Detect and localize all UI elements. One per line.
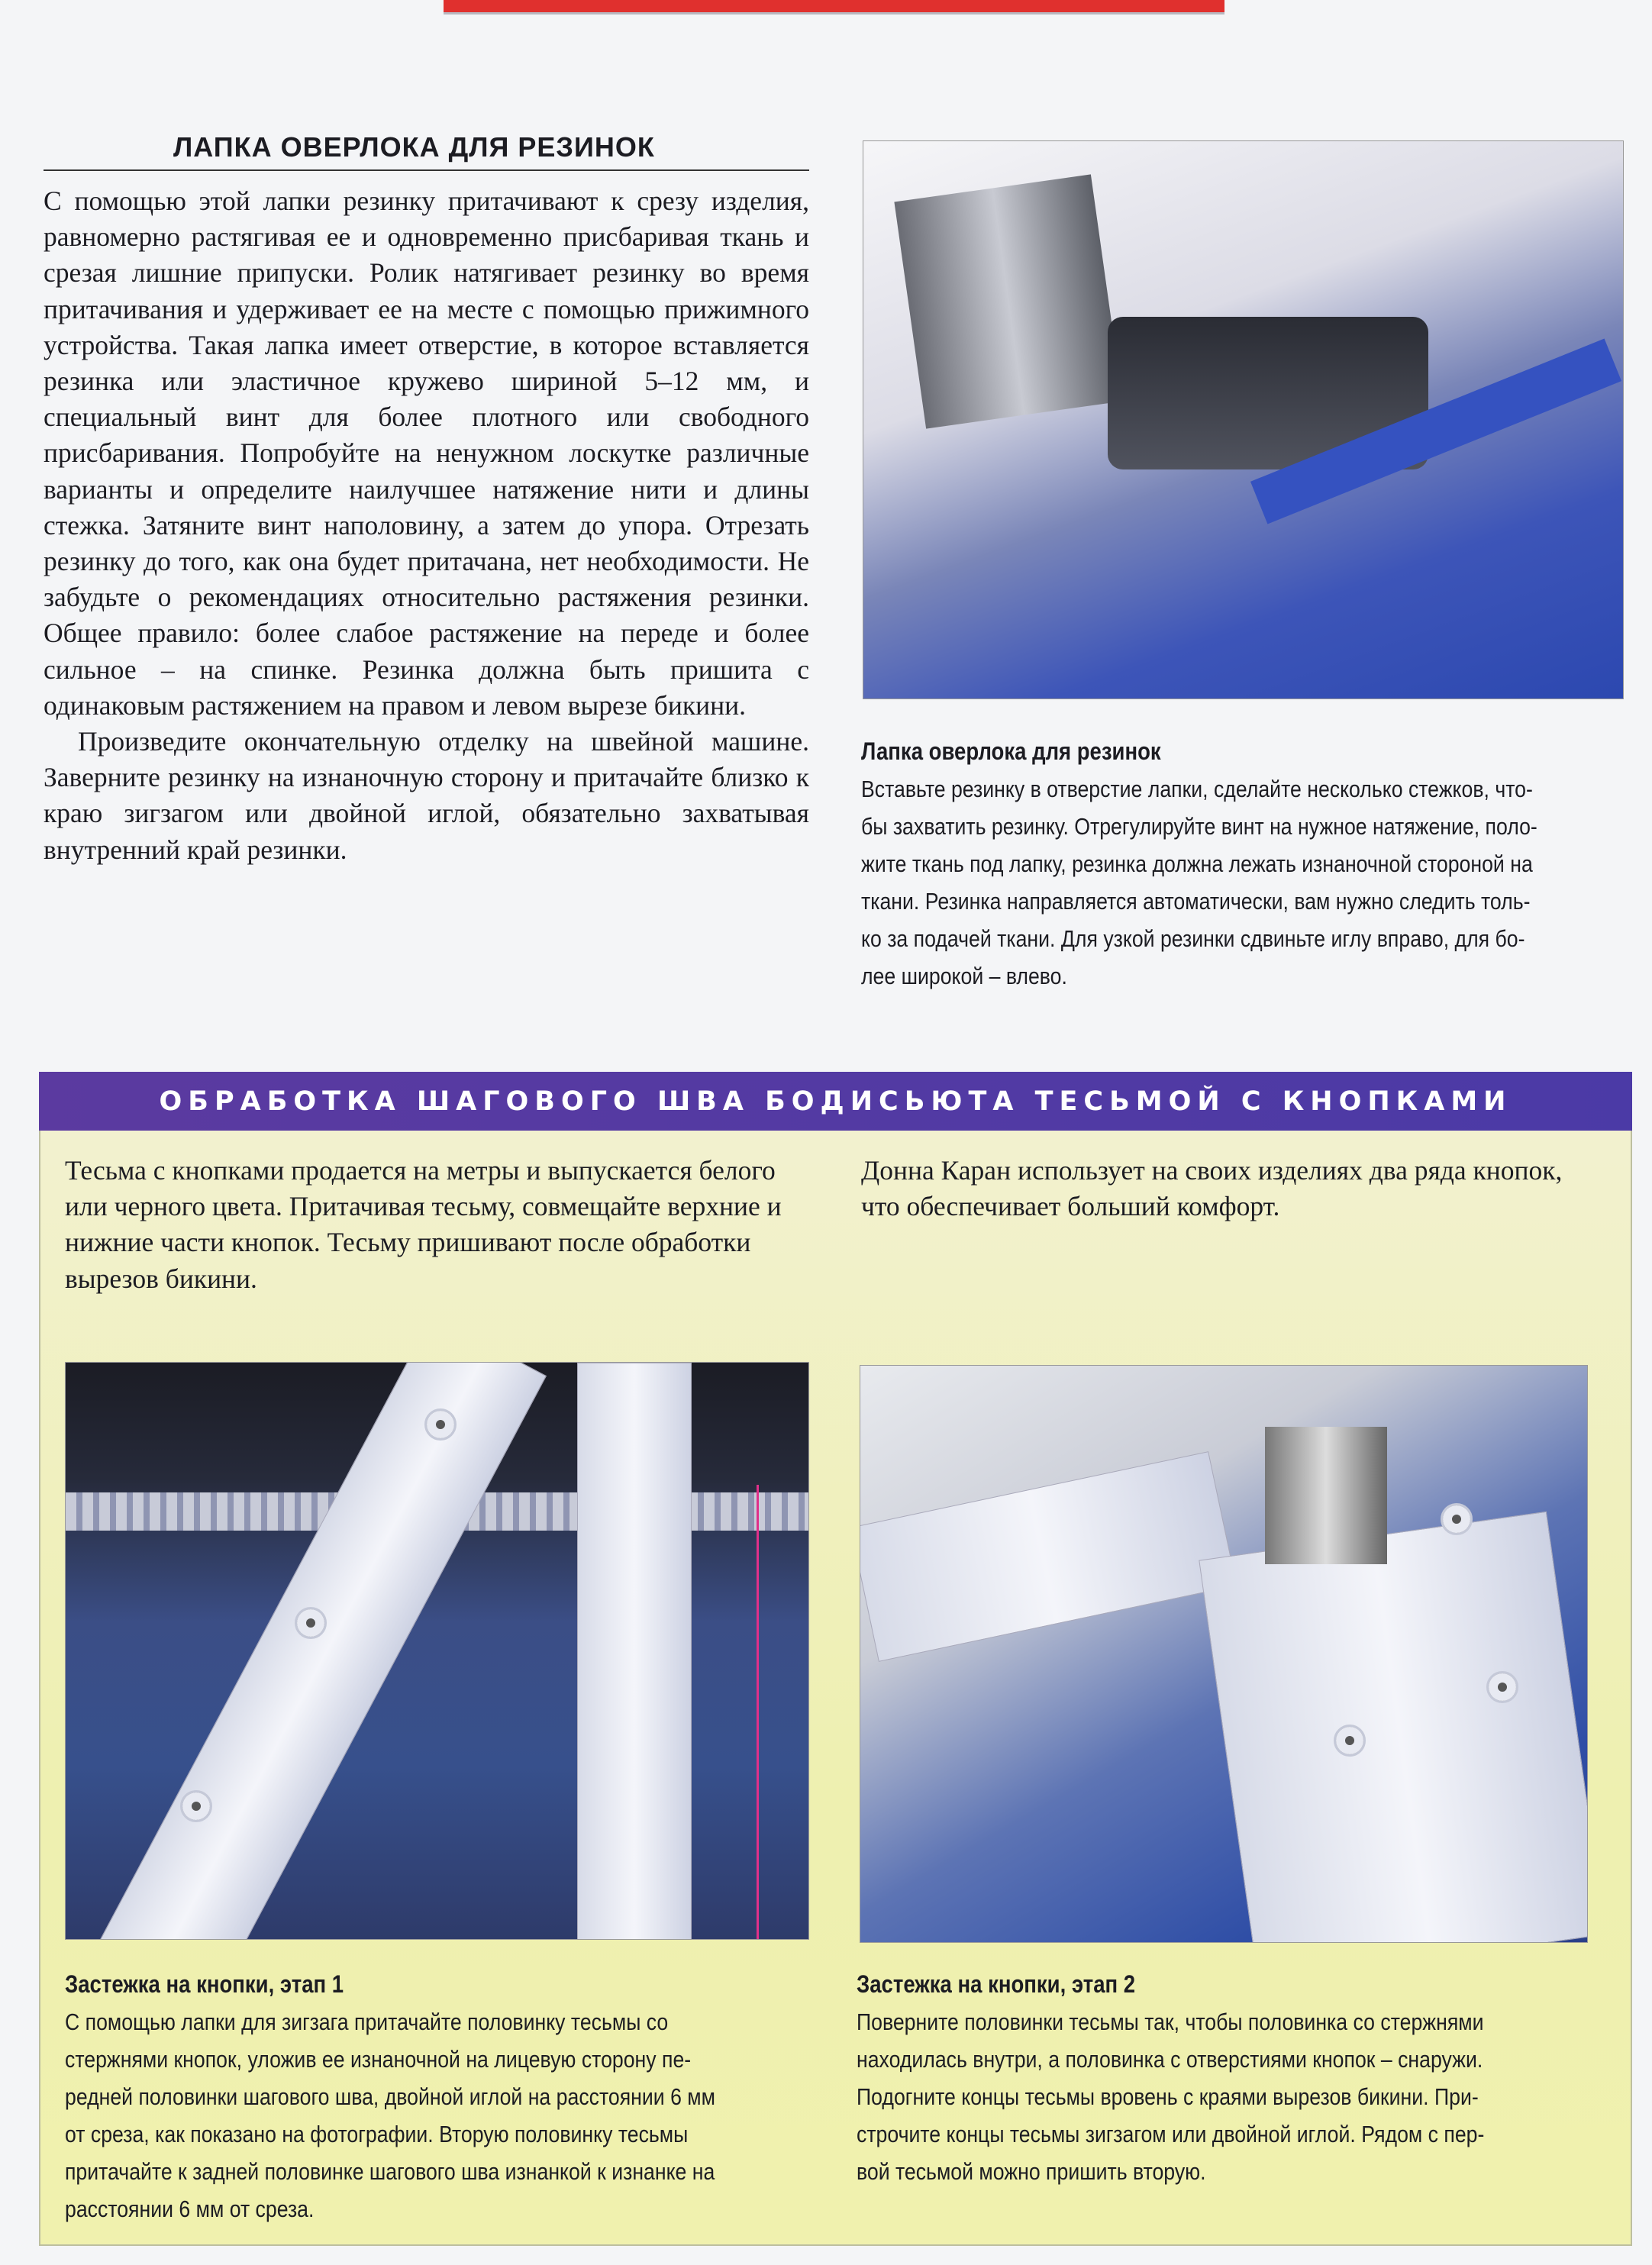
- caption-line: редней половинки шагового шва, двойной иглой на расстоянии 6 мм: [65, 2083, 715, 2110]
- pink-stitch: [757, 1485, 759, 1940]
- banner-title: ОБРАБОТКА ШАГОВОГО ШВА БОДИСЬЮТА ТЕСЬМОЙ С КНОПКАМИ: [159, 1086, 1512, 1117]
- intro-left: Тесьма с кнопками продается на метры и выпускается белого или черного цвета. Притачивая тесьму, совмещайте верхние и нижние части кнопок. Тесьму пришивают после обработки вырезов бикини.: [65, 1155, 782, 1294]
- caption-title: Застежка на кнопки, этап 1: [65, 1970, 344, 1998]
- caption-line: жите ткань под лапку, резинка должна лежать изнаночной стороной на: [861, 850, 1533, 877]
- paragraph: Произведите окончательную отделку на швейной машине. Заверните резинку на изнаночную сторону и притачайте близко к краю зигзагом или двойной иглой, обязательно захватывая внутренний край резинки.: [44, 726, 809, 865]
- snap-icon: [295, 1607, 327, 1639]
- caption-line: С помощью лапки для зигзага притачайте половинку тесьмы со: [65, 2008, 669, 2035]
- step-2-caption: [857, 1966, 1484, 2190]
- snap-tape-shape: [1199, 1512, 1588, 1943]
- caption-line: ткани. Резинка направляется автоматически, вам нужно следить толь-: [861, 888, 1531, 915]
- snap-tape-shape: [81, 1362, 547, 1940]
- caption-line: строчите концы тесьмы зигзагом или двойной иглой. Рядом с пер-: [857, 2121, 1485, 2147]
- caption-line: стержнями кнопок, уложив ее изнаночной на лицевую сторону пе-: [65, 2046, 692, 2073]
- top-red-bar: [444, 0, 1224, 15]
- caption-line: находилась внутри, а половинка с отверстиями кнопок – снаружи.: [857, 2046, 1483, 2073]
- step-1-caption: [65, 1966, 715, 2228]
- heading-rule: [44, 169, 809, 171]
- snap-icon: [424, 1408, 457, 1441]
- photo-overlock-foot: [863, 140, 1624, 699]
- caption-line: от среза, как показано на фотографии. Вторую половинку тесьмы: [65, 2121, 689, 2147]
- caption-line: лее широкой – влево.: [861, 963, 1067, 989]
- caption-line: Вставьте резинку в отверстие лапки, сделайте несколько стежков, что-: [861, 776, 1533, 802]
- presser-foot-shape: [894, 174, 1122, 428]
- snap-icon: [1441, 1503, 1473, 1535]
- snap-icon: [1334, 1725, 1366, 1757]
- caption-line: расстоянии 6 мм от среза.: [65, 2196, 315, 2222]
- caption-line: вой тесьмой можно пришить вторую.: [857, 2158, 1206, 2185]
- snap-icon: [180, 1790, 212, 1822]
- caption-line: Подогните концы тесьмы вровень с краями вырезов бикини. При-: [857, 2083, 1479, 2110]
- article-body: [44, 183, 809, 868]
- caption-line: бы захватить резинку. Отрегулируйте винт на нужное натяжение, поло-: [861, 813, 1537, 840]
- photo-step-2: [860, 1365, 1588, 1943]
- snap-tape-shape: [860, 1451, 1237, 1662]
- snap-tape-shape: [577, 1363, 692, 1940]
- caption-line: Поверните половинки тесьмы так, чтобы половинка со стержнями: [857, 2008, 1484, 2035]
- presser-foot-shape: [1265, 1427, 1387, 1564]
- section-heading: ЛАПКА ОВЕРЛОКА ДЛЯ РЕЗИНОК: [173, 131, 655, 163]
- intro-right: Донна Каран использует на своих изделиях два ряда кнопок, что обеспечивает больший комфорт.: [861, 1155, 1563, 1222]
- caption-title: Лапка оверлока для резинок: [861, 737, 1161, 765]
- caption-title: Застежка на кнопки, этап 2: [857, 1970, 1136, 1998]
- photo-step-1: [65, 1362, 809, 1940]
- caption-line: ко за подачей ткани. Для узкой резинки сдвиньте иглу вправо, для бо-: [861, 925, 1525, 952]
- snap-icon: [1486, 1671, 1518, 1703]
- photo-caption: [861, 733, 1537, 995]
- caption-line: притачайте к задней половинке шагового шва изнанкой к изнанке на: [65, 2158, 715, 2185]
- paragraph: С помощью этой лапки резинку притачивают к срезу изделия, равномерно растягивая ее и одновременно присбаривая ткань и срезая лишние припуски. Ролик натягивает резинку во время притачивания и удерживает ее на месте с помощью прижимного устройства. Такая лапка имеет отверстие, в которое вставляется резинка или эластичное кружево шириной 5–12 мм, и специальный винт для более плотного или свободного присбаривания. Попробуйте на ненужном лоскутке различные варианты и определите наилучшее натяжение нити и длины стежка. Затяните винт наполовину, а затем до упора. Отрезать резинку до того, как она будет притачана, нет необходимости. Не забудьте о рекомендациях относительно растяжения резинки. Общее правило: более слабое растяжение на переде и более сильное – на спинке. Резинка должна быть пришита с одинаковым растяжением на правом и левом вырезе бикини.: [44, 186, 809, 721]
- section-banner: [39, 1072, 1632, 1131]
